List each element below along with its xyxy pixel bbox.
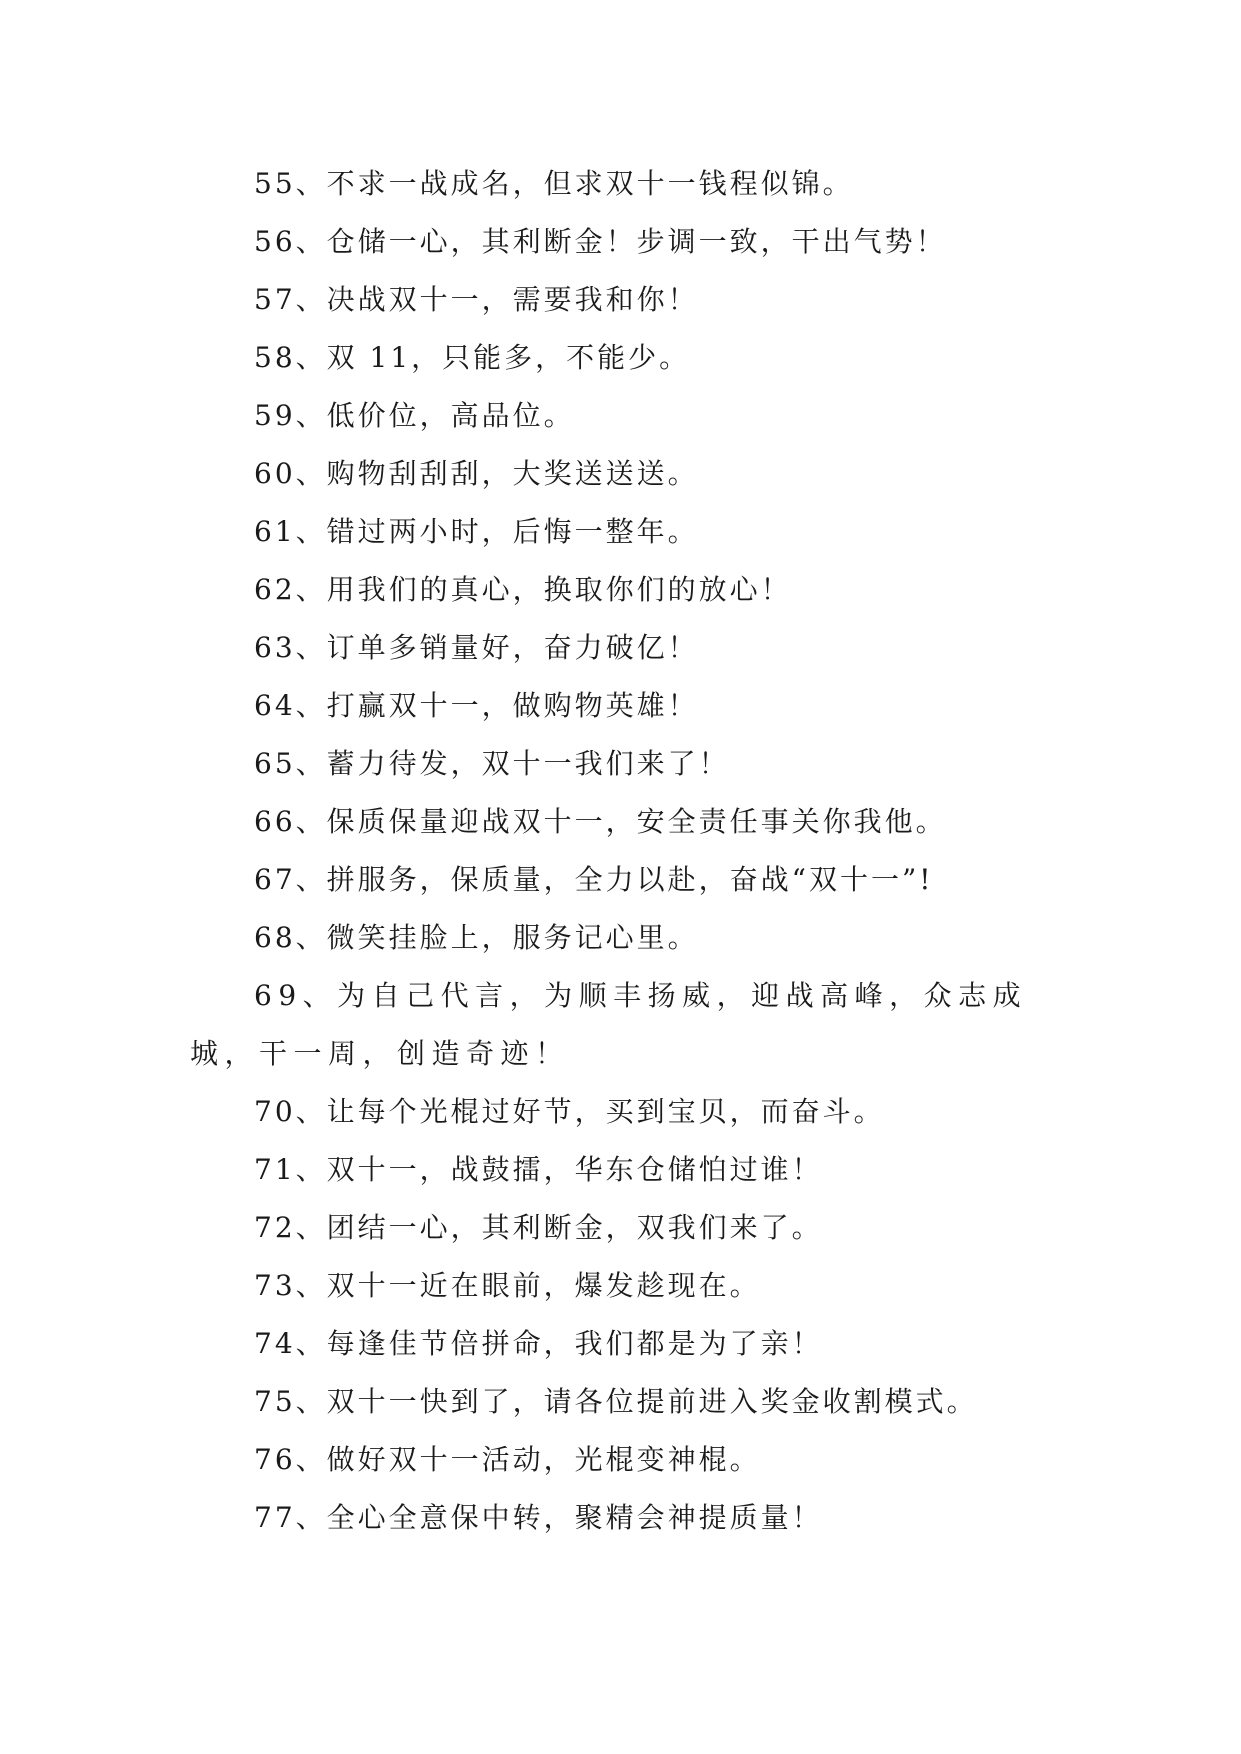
slogan-list [190, 155, 1090, 1547]
list-item: 55、不求一战成名，但求双十一钱程似锦。 [254, 167, 854, 200]
list-item: 62、用我们的真心，换取你们的放心！ [254, 573, 792, 606]
list-item: 76、做好双十一活动，光棍变神棍。 [254, 1443, 761, 1476]
list-item: 57、决战双十一，需要我和你！ [254, 283, 699, 316]
list-item: 73、双十一近在眼前，爆发趁现在。 [254, 1269, 761, 1302]
list-item: 70、让每个光棍过好节，买到宝贝，而奋斗。 [254, 1095, 885, 1128]
list-item: 71、双十一，战鼓擂，华东仓储怕过谁！ [254, 1153, 823, 1186]
list-item: 67、拼服务，保质量，全力以赴，奋战“双十一”! [254, 863, 934, 896]
list-item: 65、蓄力待发，双十一我们来了！ [254, 747, 730, 780]
list-item: 59、低价位，高品位。 [254, 399, 575, 432]
list-item: 61、错过两小时，后悔一整年。 [254, 515, 699, 548]
list-item: 77、全心全意保中转，聚精会神提质量！ [254, 1501, 823, 1534]
list-item: 74、每逢佳节倍拼命，我们都是为了亲！ [254, 1327, 823, 1360]
list-item: 68、微笑挂脸上，服务记心里。 [254, 921, 699, 954]
list-item: 56、仓储一心，其利断金！步调一致，干出气势！ [254, 225, 947, 258]
list-item: 58、双 11，只能多，不能少。 [254, 341, 691, 374]
list-item: 60、购物刮刮刮，大奖送送送。 [254, 457, 699, 490]
list-item: 66、保质保量迎战双十一，安全责任事关你我他。 [254, 805, 947, 838]
list-item: 72、团结一心，其利断金，双我们来了。 [254, 1211, 823, 1244]
list-item: 63、订单多销量好，奋力破亿！ [254, 631, 699, 664]
list-item: 75、双十一快到了，请各位提前进入奖金收割模式。 [254, 1385, 978, 1418]
list-item: 64、打赢双十一，做购物英雄！ [254, 689, 699, 722]
list-item: 69、为自己代言，为顺丰扬威，迎战高峰，众志成城，干一周，创造奇迹！ [190, 979, 1028, 1070]
